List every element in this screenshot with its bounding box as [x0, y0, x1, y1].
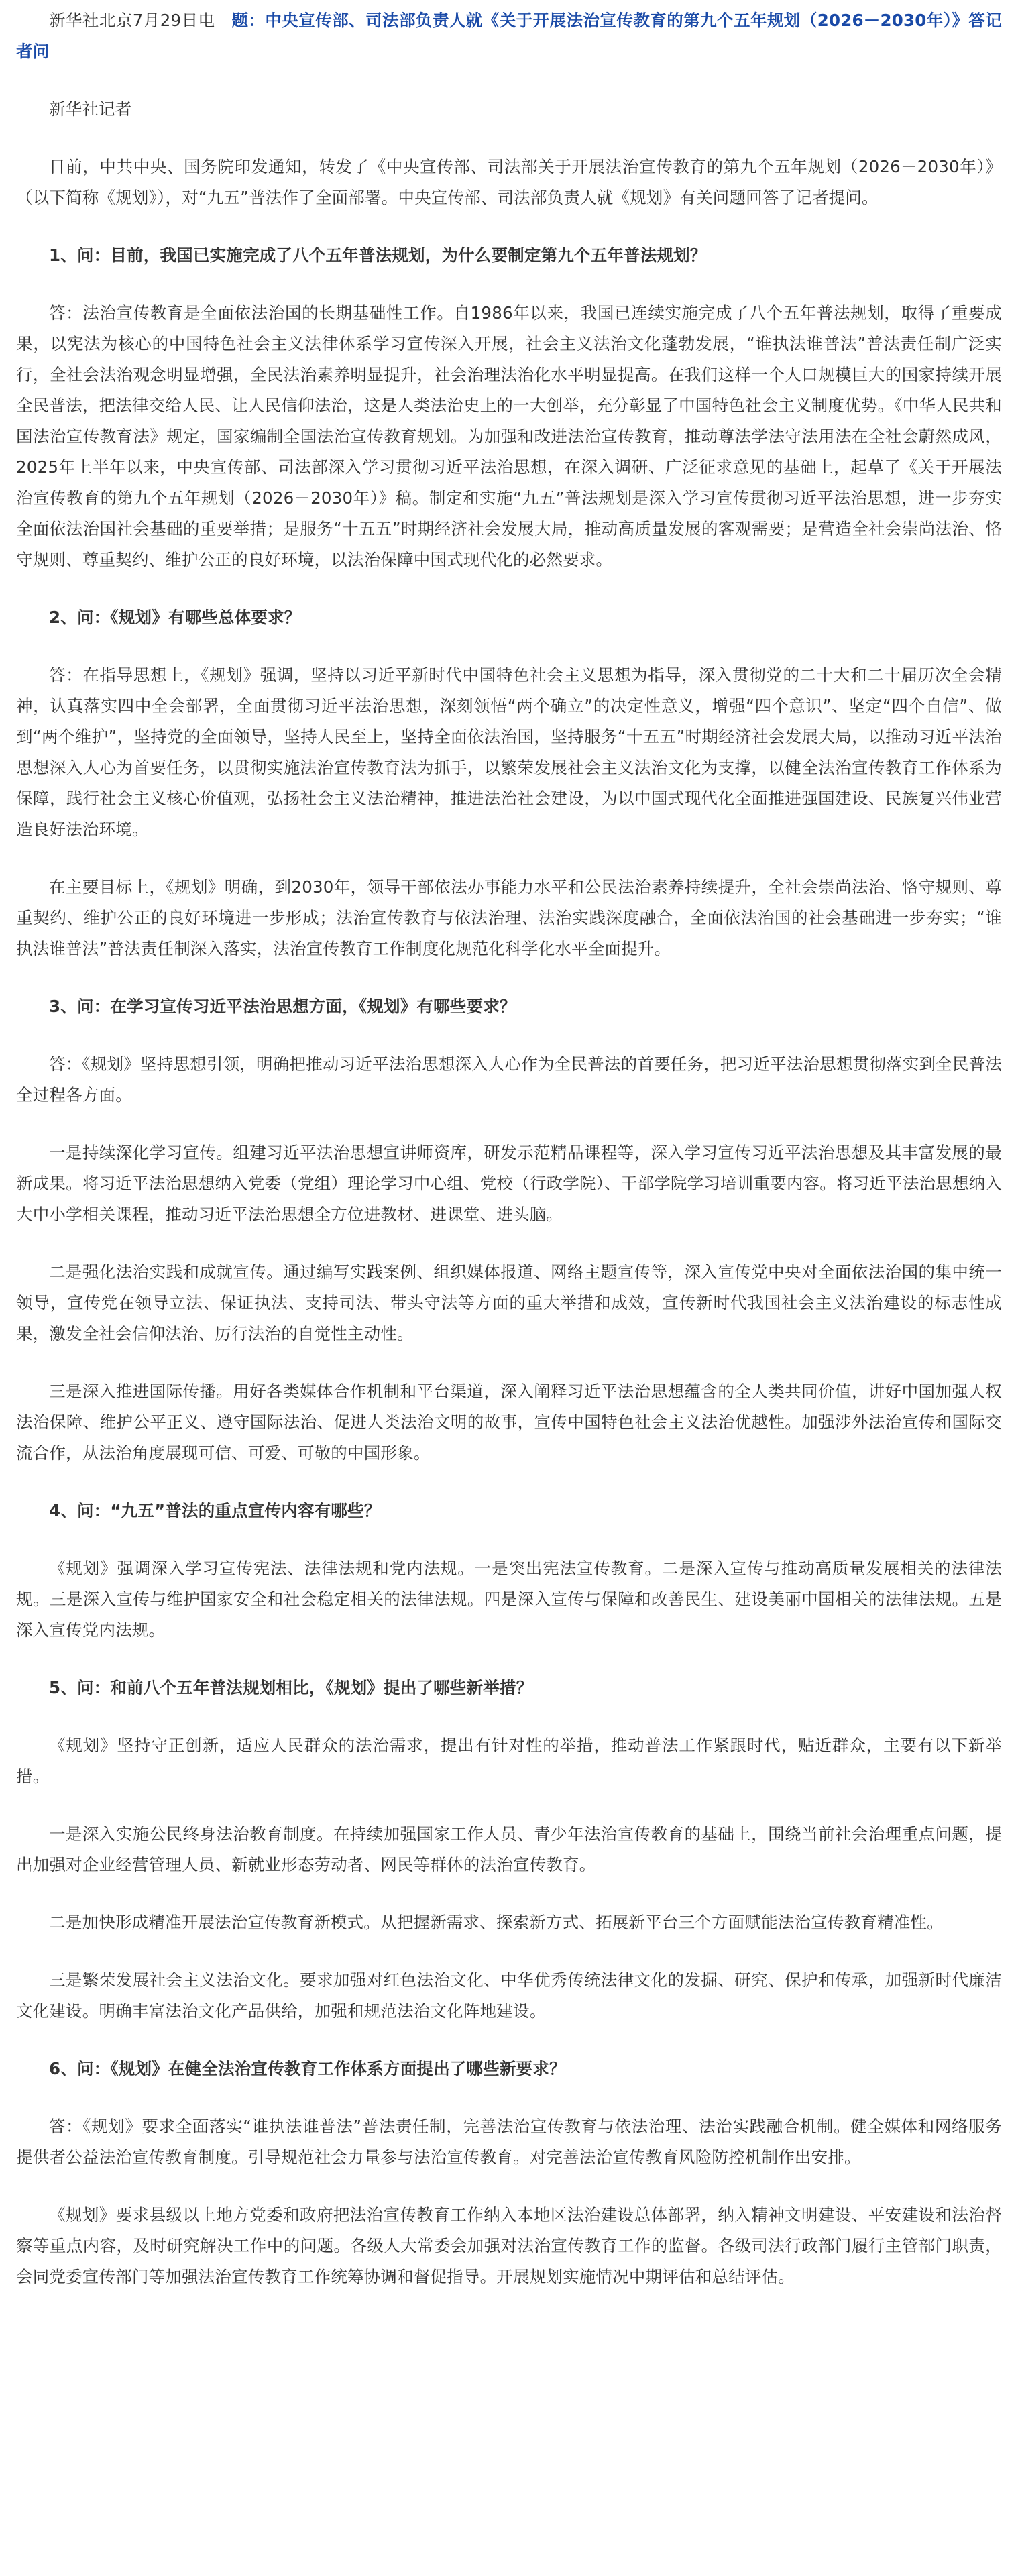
article-paragraph: 答：《规划》坚持思想引领，明确把推动习近平法治思想深入人心作为全民普法的首要任务，把习近平法治思想贯彻落实到全民普法全过程各方面。 [16, 1054, 1002, 1105]
article-paragraph: 三是繁荣发展社会主义法治文化。要求加强对红色法治文化、中华优秀传统法律文化的发掘、研究、保护和传承，加强新时代廉洁文化建设。明确丰富法治文化产品供给，加强和规范法治文化阵地建设。 [16, 1970, 1002, 2021]
article-paragraph: 《规划》强调深入学习宣传宪法、法律法规和党内法规。一是突出宪法宣传教育。二是深入宣传与推动高质量发展相关的法律法规。三是深入宣传与维护国家安全和社会稳定相关的法律法规。四是深入宣传与保障和改善民生、建设美丽中国相关的法律法规。五是深入宣传党内法规。 [16, 1559, 1002, 1640]
question-heading: 1、问：目前，我国已实施完成了八个五年普法规划，为什么要制定第九个五年普法规划？ [49, 245, 707, 265]
question-heading: 6、问：《规划》在健全法治宣传教育工作体系方面提出了哪些新要求？ [49, 2059, 566, 2078]
question-heading: 2、问：《规划》有哪些总体要求？ [49, 608, 301, 627]
article-body [16, 152, 1002, 2292]
article-title: 题：中央宣传部、司法部负责人就《关于开展法治宣传教育的第九个五年规划（2026－2030年）》答记者问 [16, 11, 1002, 61]
article-paragraph: 二是强化法治实践和成就宣传。通过编写实践案例、组织媒体报道、网络主题宣传等，深入宣传党中央对全面依法治国的集中统一领导，宣传党在领导立法、保证执法、支持司法、带头守法等方面的重大举措和成效，宣传新时代我国社会主义法治建设的标志性成果，激发全社会信仰法治、厉行法治的自觉性主动性。 [16, 1262, 1002, 1343]
article-lead [16, 5, 1002, 67]
article-paragraph: 《规划》要求县级以上地方党委和政府把法治宣传教育工作纳入本地区法治建设总体部署，纳入精神文明建设、平安建设和法治督察等重点内容，及时研究解决工作中的问题。各级人大常委会加强对法治宣传教育工作的监督。各级司法行政部门履行主管部门职责，会同党委宣传部门等加强法治宣传教育工作统筹协调和督促指导。开展规划实施情况中期评估和总结评估。 [16, 2205, 1002, 2286]
article-dateline: 新华社北京7月29日电 [49, 11, 232, 30]
article-paragraph: 二是加快形成精准开展法治宣传教育新模式。从把握新需求、探索新方式、拓展新平台三个方面赋能法治宣传教育精准性。 [49, 1913, 944, 1932]
article-paragraph: 一是持续深化学习宣传。组建习近平法治思想宣讲师资库，研发示范精品课程等，深入学习宣传习近平法治思想及其丰富发展的最新成果。将习近平法治思想纳入党委（党组）理论学习中心组、党校（行政学院）、干部学院学习培训重要内容。将习近平法治思想纳入大中小学相关课程，推动习近平法治思想全方位进教材、进课堂、进头脑。 [16, 1143, 1002, 1224]
article-byline: 新华社记者 [49, 99, 132, 119]
question-heading: 3、问：在学习宣传习近平法治思想方面，《规划》有哪些要求？ [49, 997, 516, 1016]
article-paragraph: 答：《规划》要求全面落实“谁执法谁普法”普法责任制，完善法治宣传教育与依法治理、法治实践融合机制。健全媒体和网络服务提供者公益法治宣传教育制度。引导规范社会力量参与法治宣传教育。对完善法治宣传教育风险防控机制作出安排。 [16, 2117, 1002, 2167]
question-heading: 5、问：和前八个五年普法规划相比，《规划》提出了哪些新举措？ [49, 1678, 533, 1697]
article-paragraph: 答：法治宣传教育是全面依法治国的长期基础性工作。自1986年以来，我国已连续实施完成了八个五年普法规划，取得了重要成果，以宪法为核心的中国特色社会主义法律体系学习宣传深入开展，社会主义法治文化蓬勃发展，“谁执法谁普法”普法责任制广泛实行，全社会法治观念明显增强，全民法治素养明显提升，社会治理法治化水平明显提高。在我们这样一个人口规模巨大的国家持续开展全民普法，把法律交给人民、让人民信仰法治，这是人类法治史上的一大创举，充分彰显了中国特色社会主义制度优势。《中华人民共和国法治宣传教育法》规定，国家编制全国法治宣传教育规划。为加强和改进法治宣传教育，推动尊法学法守法用法在全社会蔚然成风，2025年上半年以来，中央宣传部、司法部深入学习贯彻习近平法治思想，在深入调研、广泛征求意见的基础上，起草了《关于开展法治宣传教育的第九个五年规划（2026－2030年）》稿。制定和实施“九五”普法规划是深入学习宣传贯彻习近平法治思想，进一步夯实全面依法治国社会基础的重要举措；是服务“十五五”时期经济社会发展大局，推动高质量发展的客观需要；是营造全社会崇尚法治、恪守规则、尊重契约、维护公正的良好环境，以法治保障中国式现代化的必然要求。 [16, 303, 1002, 569]
article-paragraph: 在主要目标上，《规划》明确，到2030年，领导干部依法办事能力水平和公民法治素养持续提升，全社会崇尚法治、恪守规则、尊重契约、维护公正的良好环境进一步形成；法治宣传教育与依法治理、法治实践深度融合，全面依法治国的社会基础进一步夯实；“谁执法谁普法”普法责任制深入落实，法治宣传教育工作制度化规范化科学化水平全面提升。 [16, 877, 1002, 958]
article-paragraph: 答：在指导思想上，《规划》强调，坚持以习近平新时代中国特色社会主义思想为指导，深入贯彻党的二十大和二十届历次全会精神，认真落实四中全会部署，全面贯彻习近平法治思想，深刻领悟“两个确立”的决定性意义，增强“四个意识”、坚定“四个自信”、做到“两个维护”，坚持党的全面领导，坚持人民至上，坚持全面依法治国，坚持服务“十五五”时期经济社会发展大局，以推动习近平法治思想深入人心为首要任务，以贯彻实施法治宣传教育法为抓手，以繁荣发展社会主义法治文化为支撑，以健全法治宣传教育工作体系为保障，践行社会主义核心价值观，弘扬社会主义法治精神，推进法治社会建设，为以中国式现代化全面推进强国建设、民族复兴伟业营造良好法治环境。 [16, 665, 1002, 839]
article-paragraph: 一是深入实施公民终身法治教育制度。在持续加强国家工作人员、青少年法治宣传教育的基础上，围绕当前社会治理重点问题，提出加强对企业经营管理人员、新就业形态劳动者、网民等群体的法治宣传教育。 [16, 1824, 1002, 1874]
article-paragraph: 三是深入推进国际传播。用好各类媒体合作机制和平台渠道，深入阐释习近平法治思想蕴含的全人类共同价值，讲好中国加强人权法治保障、维护公平正义、遵守国际法治、促进人类法治文明的故事，宣传中国特色社会主义法治优越性。加强涉外法治宣传和国际交流合作，从法治角度展现可信、可爱、可敬的中国形象。 [16, 1382, 1002, 1463]
question-heading: 4、问：“九五”普法的重点宣传内容有哪些？ [49, 1501, 381, 1520]
article-paragraph: 《规划》坚持守正创新，适应人民群众的法治需求，提出有针对性的举措，推动普法工作紧跟时代，贴近群众，主要有以下新举措。 [16, 1736, 1002, 1786]
article-paragraph: 日前，中共中央、国务院印发通知，转发了《中央宣传部、司法部关于开展法治宣传教育的第九个五年规划（2026－2030年）》（以下简称《规划》），对“九五”普法作了全面部署。中央宣传部、司法部负责人就《规划》有关问题回答了记者提问。 [16, 157, 1002, 207]
